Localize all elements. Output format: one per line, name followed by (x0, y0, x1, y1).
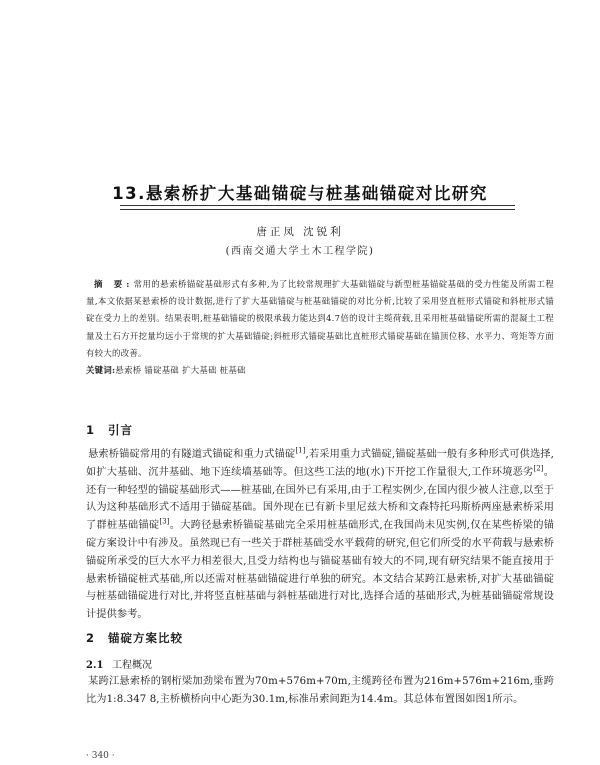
keywords: 悬索桥 锚碇基础 扩大基础 桩基础 (115, 365, 246, 376)
intro-text-3: 。还有一种轻型的锚碇基础形式——桩基础,在国外已有采用,由于工程实例少,在国内很少被人注意,以至于认为这种基础形式不适用于锚碇基础。国外现在已有新卡里尼兹大桥和文森特托玛斯桥两座悬索桥采用了群桩基础锚碇 (86, 466, 554, 532)
section-number: 2 (86, 631, 96, 645)
paper-title: 13.悬索桥扩大基础锚碇与桩基础锚碇对比研究 (112, 184, 488, 203)
keywords-label: 关键词: (86, 365, 116, 376)
authors: 唐正凤 沈锐利 (256, 226, 344, 238)
title-rule-lower (120, 209, 515, 210)
abstract (86, 276, 554, 379)
section-heading-anchorage-comparison (86, 630, 183, 646)
introduction-paragraph (86, 446, 554, 624)
citation-1: [1] (295, 446, 306, 455)
intro-text-4: 。大跨径悬索桥锚碇基础完全采用桩基础形式,在我国尚未见实例,仅在某些桥梁的锚碇方案设计中有涉及。虽然现已有一些关于群桩基础受水平载荷的研究,但它们所受的水平荷载与悬索桥锚碇所承受的巨大水平力相差很大,且受力结构也与锚碇基础有较大的不同,现有研究结果不能直接用于悬索桥锚碇桩式基础,所以还需对桩基础锚碇进行单独的研究。本文结合某跨江悬索桥,对扩大基础锚碇与桩基础锚碇进行对比,并将竖直桩基础与斜桩基础进行对比,选择合适的基础形式,为桩基础锚碇常规设计提供参考。 (86, 520, 554, 621)
section-heading-introduction (86, 422, 133, 438)
subsection-heading-overview (86, 656, 152, 671)
title-rule-upper (120, 205, 515, 206)
abstract-label: 摘 要: (94, 279, 134, 289)
abstract-text: 常用的悬索桥锚碇基础形式有多种,为了比较常规理扩大基础锚碇与新型桩基锚碇基础的受力性能及所需工程量,本文依据某悬索桥的设计数据,进行了扩大基础锚碇与桩基础锚碇的对比分析,比较了采用竖直桩形式锚碇和斜桩形式锚碇在受力上的差别。结果表明,桩基础锚碇的极限承载力能达到4.7倍的设计主缆荷载,且采用桩基础锚碇所需的混凝土工程量及土石方开挖量均远小于常规的扩大基础锚碇;斜桩形式锚碇基础比直桩形式锚碇基础在锚顶位移、水平力、弯矩等方面有较大的改善。 (86, 279, 555, 358)
citation-3: [3] (159, 517, 170, 526)
affiliation: (西南交通大学土木工程学院) (225, 246, 375, 257)
intro-text-1: 悬索桥锚碇常用的有隧道式锚碇和重力式锚碇 (88, 449, 296, 460)
section-title: 引言 (108, 423, 133, 437)
subsection-number: 2.1 (86, 660, 104, 671)
overview-paragraph (86, 673, 554, 709)
subsection-title: 工程概况 (112, 660, 152, 671)
citation-2: [2] (533, 464, 544, 473)
section-number: 1 (86, 423, 96, 437)
intro-text-2: ,若采用重力式锚碇,锚碇基础一般有多种形式可供选择,如扩大基础、沉井基础、地下连续墙基础等。但这些工法的地(水)下开挖工作量很大,工作环境恶劣 (86, 449, 555, 478)
page-number: · 340 · (86, 751, 115, 761)
overview-text: 某跨江悬索桥的钢桁梁加劲梁布置为70m+576m+70m,主缆跨径布置为216m+576m+216m,垂跨比为1:8.347 8,主桥横桥向中心距为30.1m,标准吊索间距为14.4m。其总体布置图如图1所示。 (86, 676, 554, 705)
section-title: 锚碇方案比较 (108, 631, 183, 645)
